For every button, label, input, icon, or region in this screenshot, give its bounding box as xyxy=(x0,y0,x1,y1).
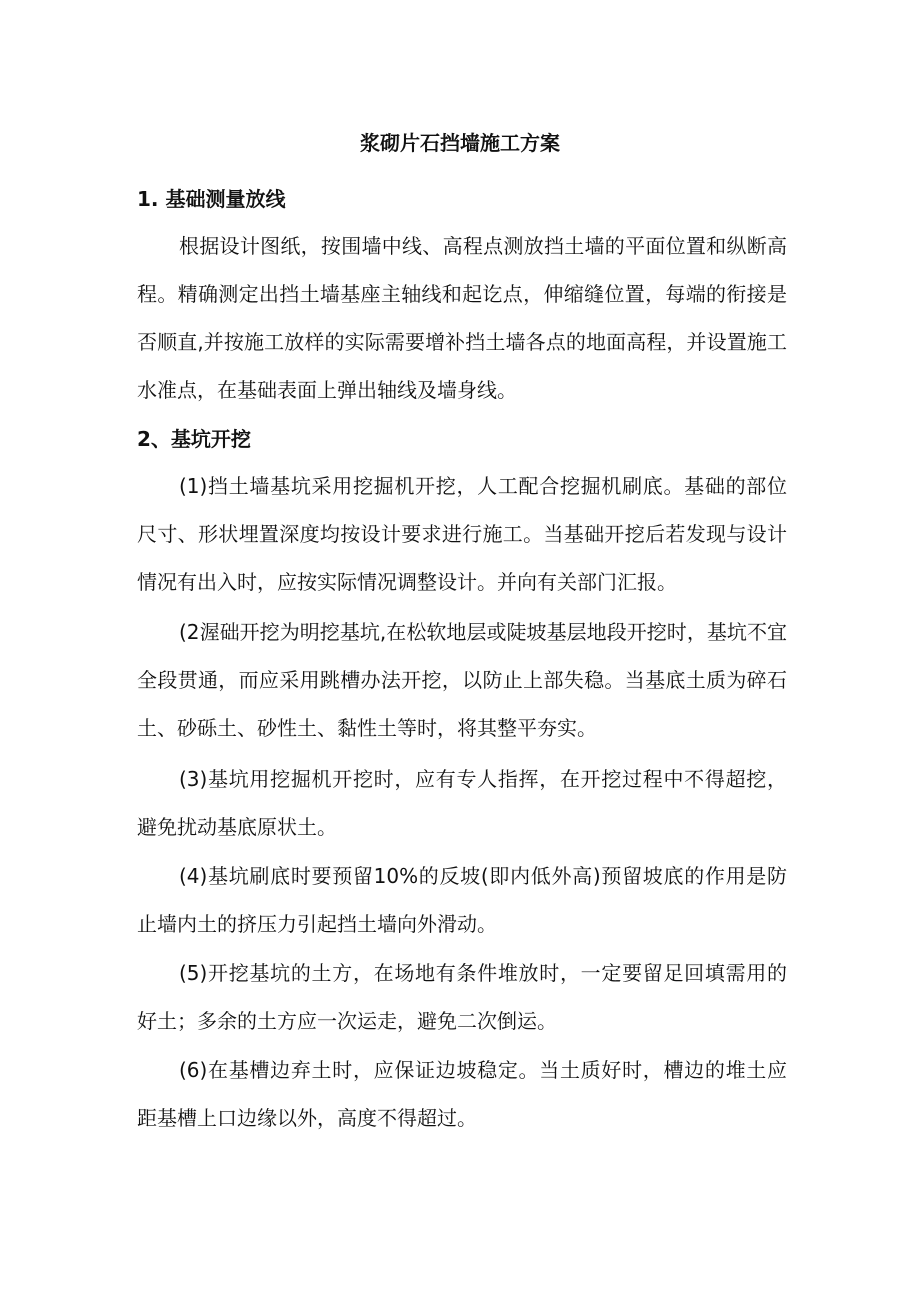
paragraph-excavation-5: (5)开挖基坑的土方，在场地有条件堆放时，一定要留足回填需用的好土；多余的土方应一次运走，避免二次倒运。 xyxy=(137,961,787,1033)
paragraph-excavation-4: (4)基坑刷底时要预留10%的反坡(即内低外高)预留坡底的作用是防止墙内土的挤压力引起挡土墙向外滑动。 xyxy=(137,864,787,936)
paragraph-excavation-2: (2渥础开挖为明挖基坑,在松软地层或陡坡基层地段开挖时，基坑不宜全段贯通，而应采用跳槽办法开挖，以防止上部失稳。当基底土质为碎石土、砂砾土、砂性土、黏性土等时，将其整平夯实。 xyxy=(137,620,787,740)
section-heading-survey: 1. 基础测量放线 xyxy=(137,187,286,211)
paragraph-excavation-3: (3)基坑用挖掘机开挖时，应有专人指挥，在开挖过程中不得超挖，避免扰动基底原状土。 xyxy=(137,767,787,839)
section-heading-excavation: 2、基坑开挖 xyxy=(137,427,251,451)
paragraph-survey: 根据设计图纸，按围墙中线、高程点测放挡土墙的平面位置和纵断高程。精确测定出挡土墙基座主轴线和起讫点，伸缩缝位置，每端的衔接是否顺直,并按施工放样的实际需要增补挡土墙各点的地面高程，并设置施工水准点，在基础表面上弹出轴线及墙身线。 xyxy=(137,234,787,402)
document-title: 浆砌片石挡墙施工方案 xyxy=(360,131,560,155)
paragraph-excavation-1: (1)挡土墙基坑采用挖掘机开挖，人工配合挖掘机刷底。基础的部位尺寸、形状埋置深度均按设计要求进行施工。当基础开挖后若发现与设计情况有出入时，应按实际情况调整设计。并向有关部门汇报。 xyxy=(137,474,787,594)
paragraph-excavation-6: (6)在基槽边弃土时，应保证边坡稳定。当土质好时，槽边的堆土应距基槽上口边缘以外，高度不得超过。 xyxy=(137,1058,787,1130)
